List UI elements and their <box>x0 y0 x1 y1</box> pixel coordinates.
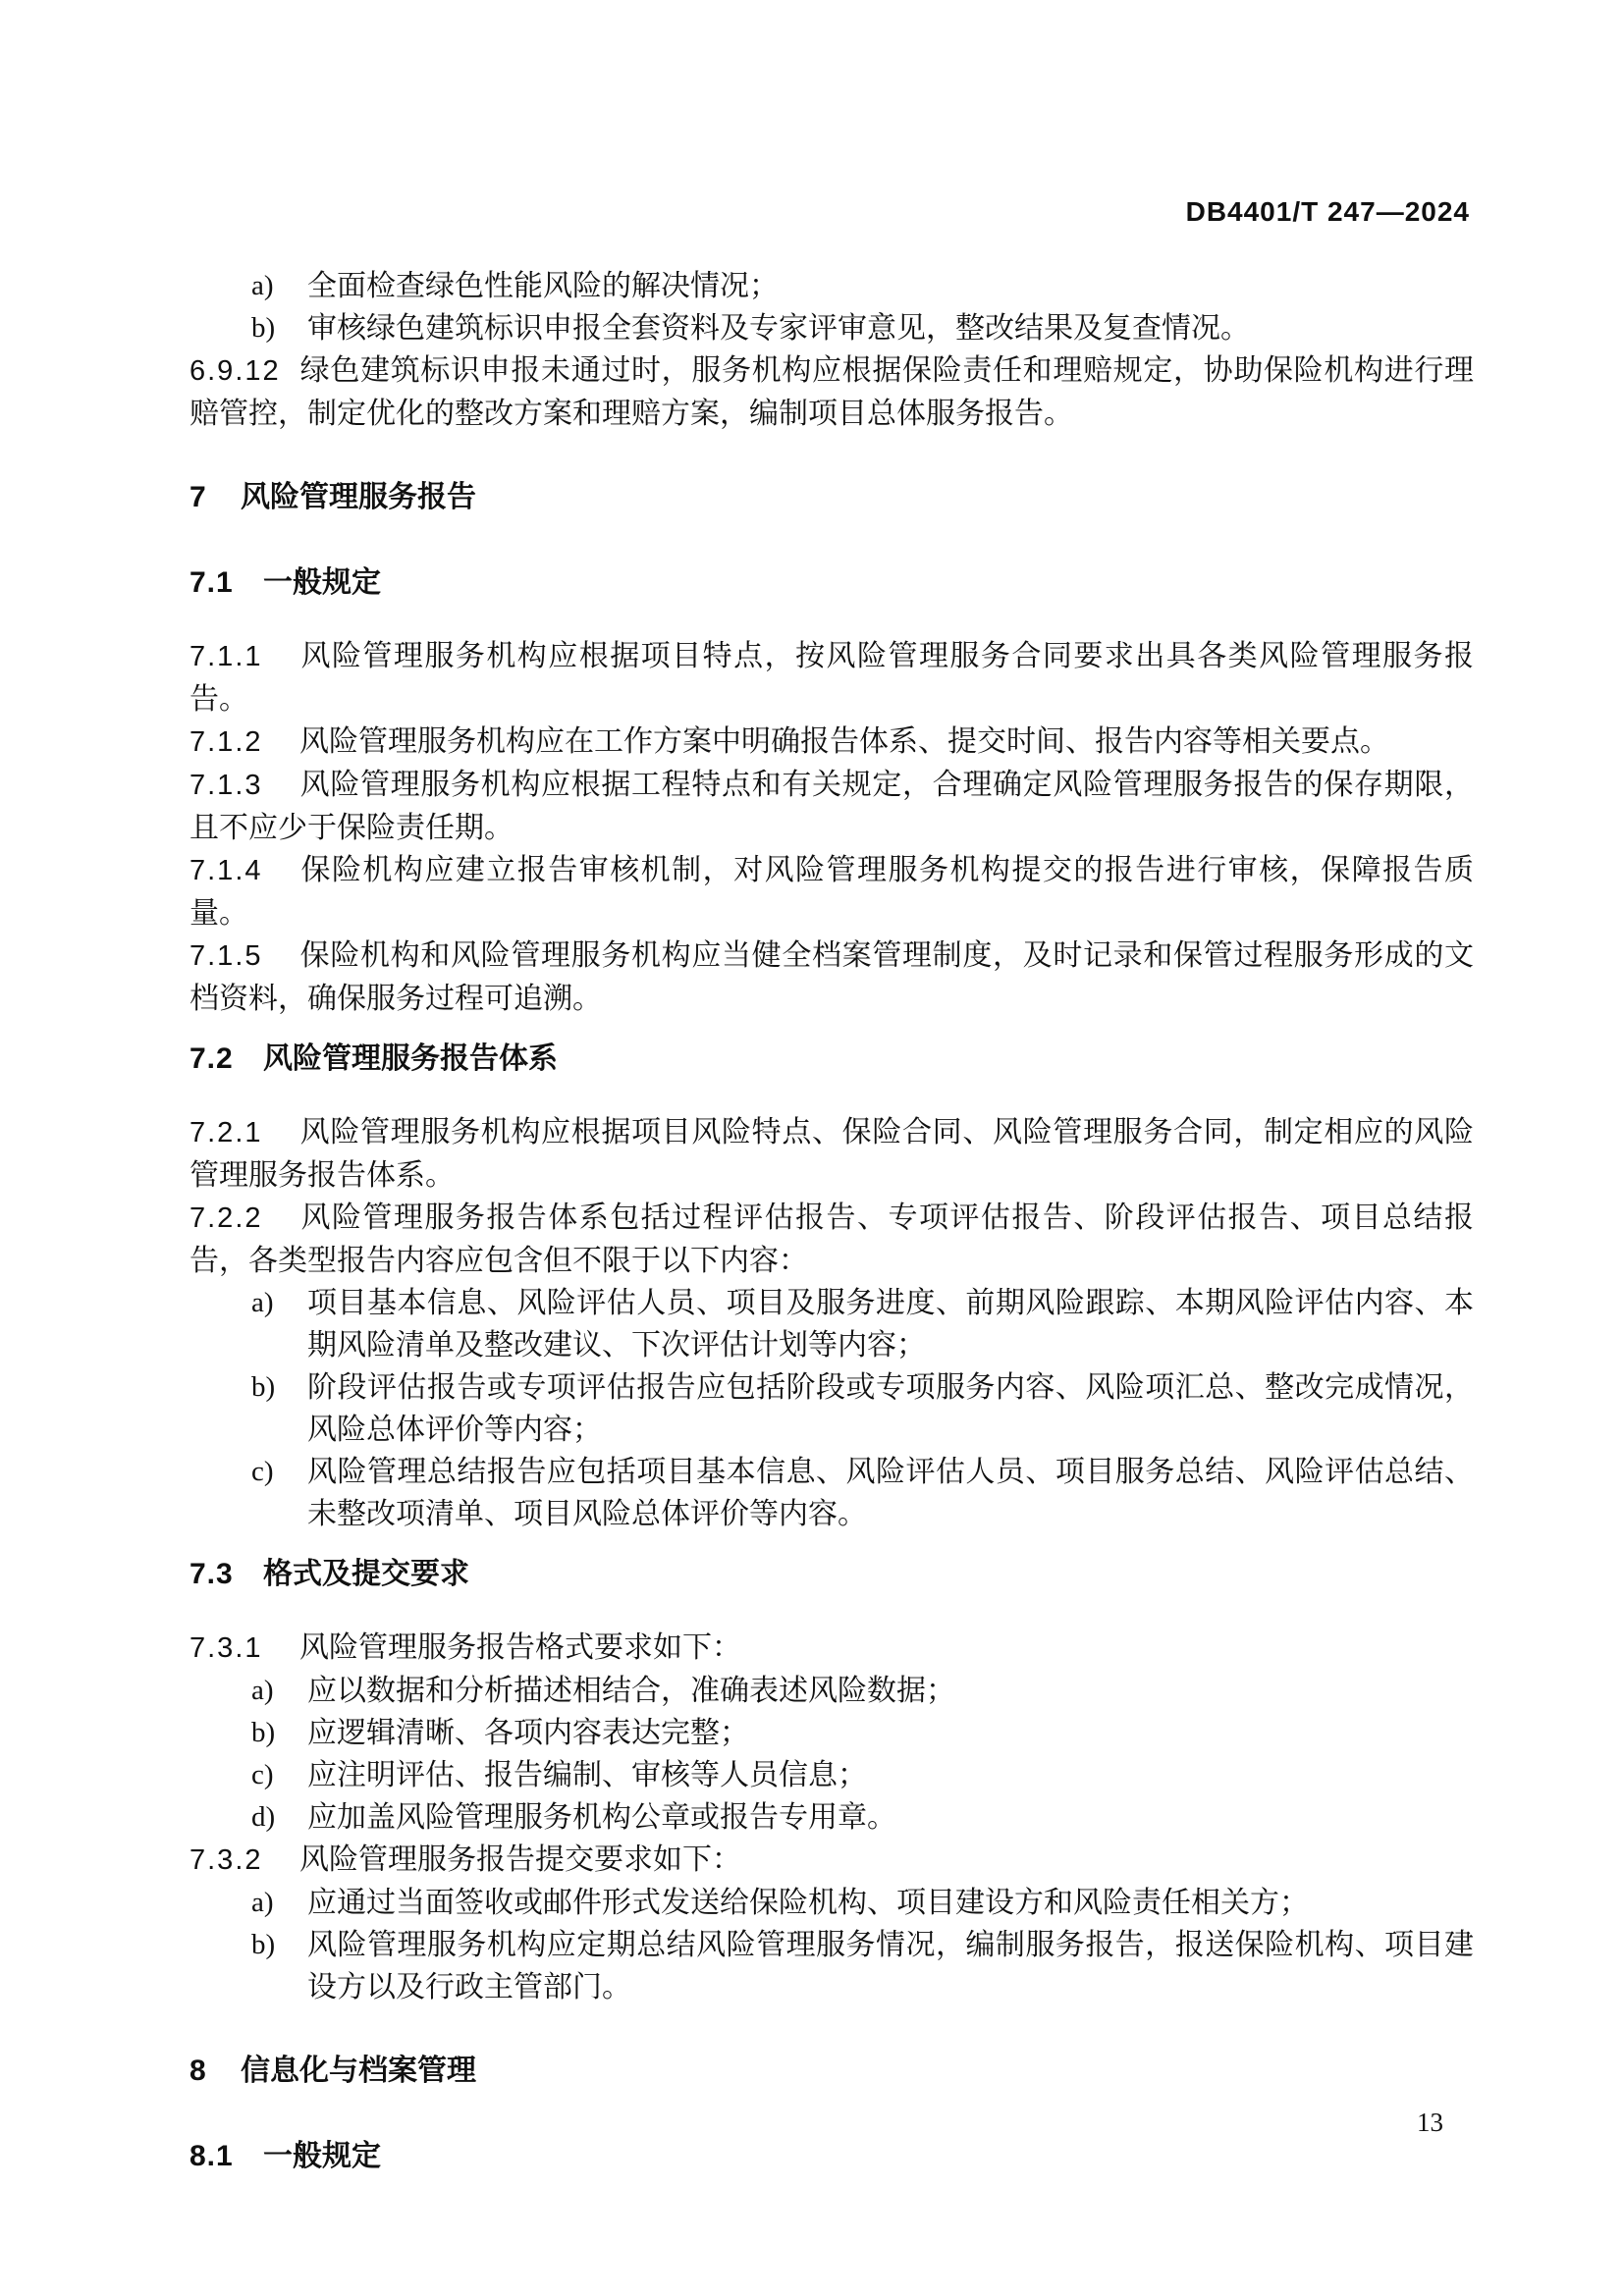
list-item-text: 应以数据和分析描述相结合，准确表述风险数据； <box>307 1675 955 1707</box>
clause-number: 7.3.2 <box>189 1844 263 1876</box>
list-item-text: 应通过当面签收或邮件形式发送给保险机构、项目建设方和风险责任相关方； <box>307 1887 1309 1919</box>
list-item-text: 审核绿色建筑标识申报全套资料及专家评审意见，整改结果及复查情况。 <box>307 312 1250 345</box>
clause-7-1-3 <box>189 764 1474 849</box>
list-item-text: 风险管理总结报告应包括项目基本信息、风险评估人员、项目服务总结、风险评估总结、未整改项清单、项目风险总体评价等内容。 <box>307 1456 1474 1530</box>
list-marker: b) <box>251 1371 276 1403</box>
doc-number: DB4401/T 247—2024 <box>1185 196 1470 227</box>
clause-number: 7.1.5 <box>189 940 263 972</box>
document-body <box>189 265 1474 2209</box>
clause-7-1-2 <box>189 721 1474 764</box>
list-item <box>189 1796 1474 1839</box>
clause-7-2-2 <box>189 1197 1474 1282</box>
clause-7-1-4 <box>189 849 1474 934</box>
clause-number: 7.1.3 <box>189 770 263 801</box>
list-marker: a) <box>251 270 274 301</box>
clause-text: 风险管理服务机构应在工作方案中明确报告体系、提交时间、报告内容等相关要点。 <box>299 725 1389 758</box>
list-item <box>189 1670 1474 1712</box>
clause-7-2-1 <box>189 1111 1474 1197</box>
list-marker: a) <box>251 1287 274 1318</box>
heading-7 <box>189 476 1474 518</box>
heading-number: 8.1 <box>189 2140 234 2172</box>
clause-text: 风险管理服务报告提交要求如下： <box>299 1843 741 1876</box>
clause-number: 7.1.4 <box>189 855 263 886</box>
clause-text: 风险管理服务机构应根据项目特点，按风险管理服务合同要求出具各类风险管理服务报告。 <box>189 640 1474 716</box>
list-item <box>189 1882 1474 1924</box>
clause-7-3-1 <box>189 1627 1474 1670</box>
list-item <box>189 265 1474 307</box>
list-marker: b) <box>251 312 276 344</box>
list-item-text: 应注明评估、报告编制、审核等人员信息； <box>307 1759 867 1791</box>
clause-text: 风险管理服务机构应根据项目风险特点、保险合同、风险管理服务合同，制定相应的风险管理服务报告体系。 <box>189 1116 1474 1192</box>
list-marker: b) <box>251 1929 276 1960</box>
clause-number: 7.3.1 <box>189 1632 263 1664</box>
list-marker: c) <box>251 1759 274 1790</box>
heading-number: 7.2 <box>189 1042 234 1075</box>
list-item-text: 风险管理服务机构应定期总结风险管理服务情况，编制服务报告，报送保险机构、项目建设方以及行政主管部门。 <box>307 1929 1474 2003</box>
list-marker: d) <box>251 1801 276 1833</box>
heading-title: 一般规定 <box>263 2140 381 2172</box>
heading-7-3 <box>189 1553 1474 1595</box>
list-item <box>189 1282 1474 1366</box>
list-marker: a) <box>251 1675 274 1706</box>
list-item-text: 应加盖风险管理服务机构公章或报告专用章。 <box>307 1801 896 1834</box>
list-marker: c) <box>251 1456 274 1487</box>
clause-text: 保险机构和风险管理服务机构应当健全档案管理制度，及时记录和保管过程服务形成的文档资料，确保服务过程可追溯。 <box>189 939 1474 1015</box>
list-item <box>189 1924 1474 2008</box>
heading-number: 7.3 <box>189 1558 234 1590</box>
heading-title: 一般规定 <box>263 566 381 599</box>
list-item-text: 项目基本信息、风险评估人员、项目及服务进度、前期风险跟踪、本期风险评估内容、本期风险清单及整改建议、下次评估计划等内容； <box>307 1287 1474 1362</box>
list-item <box>189 307 1474 349</box>
heading-title: 风险管理服务报告 <box>241 481 476 513</box>
clause-number: 7.1.1 <box>189 641 263 672</box>
clause-7-3-2 <box>189 1839 1474 1882</box>
heading-number: 7 <box>189 481 207 513</box>
clause-text: 风险管理服务报告格式要求如下： <box>299 1631 741 1664</box>
list-item <box>189 1754 1474 1796</box>
list-marker: a) <box>251 1887 274 1918</box>
clause-7-1-5 <box>189 934 1474 1020</box>
clause-7-1-1 <box>189 635 1474 721</box>
list-item <box>189 1366 1474 1451</box>
heading-8-1 <box>189 2135 1474 2177</box>
heading-7-2 <box>189 1038 1474 1080</box>
heading-title: 信息化与档案管理 <box>241 2055 476 2087</box>
clause-6-9-12 <box>189 349 1474 435</box>
clause-text: 风险管理服务报告体系包括过程评估报告、专项评估报告、阶段评估报告、项目总结报告，各类型报告内容应包含但不限于以下内容： <box>189 1201 1474 1277</box>
heading-number: 7.1 <box>189 566 234 599</box>
clause-number: 7.1.2 <box>189 726 263 758</box>
page-number: 13 <box>1417 2108 1443 2137</box>
heading-8 <box>189 2050 1474 2092</box>
list-item-text: 阶段评估报告或专项评估报告应包括阶段或专项服务内容、风险项汇总、整改完成情况，风险总体评价等内容； <box>307 1371 1474 1446</box>
heading-title: 格式及提交要求 <box>263 1558 469 1590</box>
clause-text: 保险机构应建立报告审核机制，对风险管理服务机构提交的报告进行审核，保障报告质量。 <box>189 854 1474 930</box>
list-item <box>189 1451 1474 1535</box>
list-item <box>189 1712 1474 1754</box>
list-item-text: 应逻辑清晰、各项内容表达完整； <box>307 1717 749 1749</box>
list-item-text: 全面检查绿色性能风险的解决情况； <box>307 270 779 302</box>
heading-title: 风险管理服务报告体系 <box>263 1042 558 1075</box>
heading-7-1 <box>189 561 1474 604</box>
clause-text: 绿色建筑标识申报未通过时，服务机构应根据保险责任和理赔规定，协助保险机构进行理赔管控，制定优化的整改方案和理赔方案，编制项目总体服务报告。 <box>189 354 1474 430</box>
list-marker: b) <box>251 1717 276 1748</box>
clause-number: 7.2.2 <box>189 1202 263 1234</box>
clause-text: 风险管理服务机构应根据工程特点和有关规定，合理确定风险管理服务报告的保存期限，且不应少于保险责任期。 <box>189 769 1474 844</box>
heading-number: 8 <box>189 2055 207 2087</box>
clause-number: 6.9.12 <box>189 355 281 387</box>
clause-number: 7.2.1 <box>189 1117 263 1148</box>
